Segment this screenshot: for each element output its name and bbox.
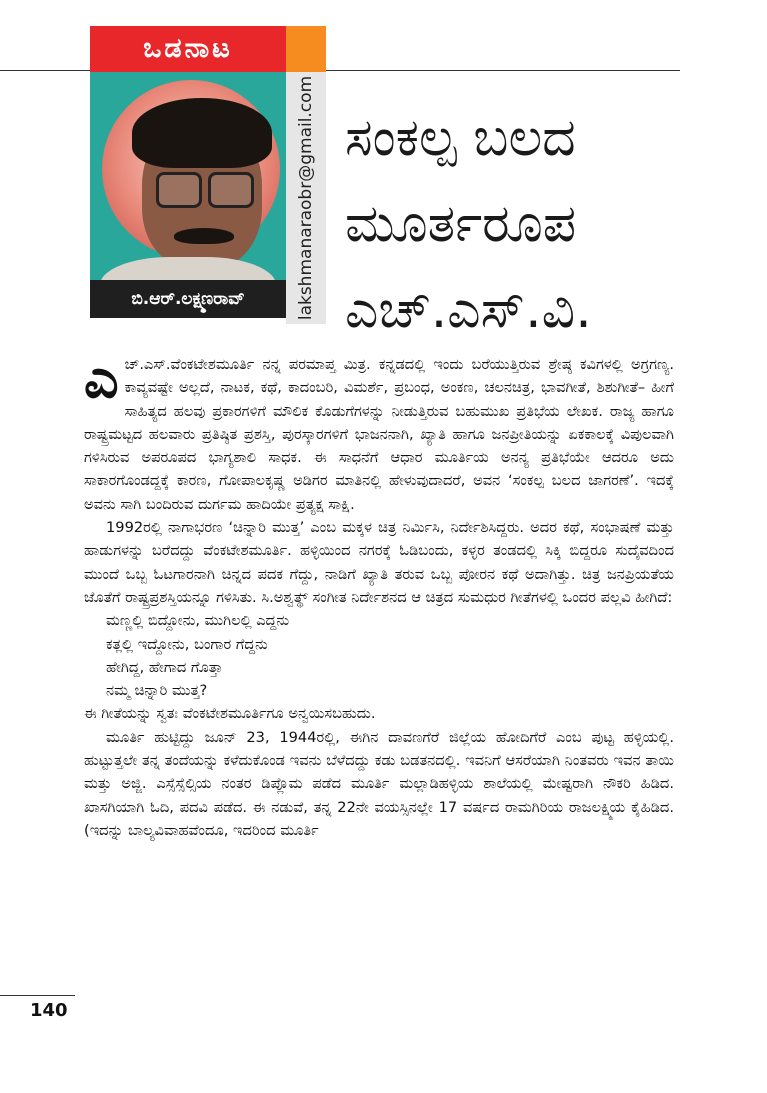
paragraph-3: ಈ ಗೀತೆಯನ್ನು ಸ್ವತಃ ವೆಂಕಟೇಶಮೂರ್ತಿಗೂ ಅನ್ವಯಿಸಬಹುದು. [84, 705, 376, 723]
portrait-hair [132, 98, 272, 168]
portrait-glasses-right [208, 172, 254, 208]
paragraph-2: 1992ರಲ್ಲಿ ನಾಗಾಭರಣ ‘ಚಿನ್ನಾರಿ ಮುತ್ತ’ ಎಂಬ ಮಕ್ಕಳ ಚಿತ್ರ ನಿರ್ಮಿಸಿ, ನಿರ್ದೇಶಿಸಿದ್ದರು. ಅದರ ಕಥೆ, ಸಂಭಾಷಣೆ ಮತ್ತು ಹಾಡುಗಳನ್ನು ಬರೆದದ್ದು ವೆಂಕಟೇಶಮೂರ್ತಿ. ಹಳ್ಳಿಯಿಂದ ನಗರಕ್ಕೆ ಓಡಿಬಂದು, ಕಳ್ಳರ ತಂಡದಲ್ಲಿ ಸಿಕ್ಕಿ ಬಿದ್ದರೂ ಸುದೈವದಿಂದ ಮುಂದೆ ಒಬ್ಬ ಓಟಗಾರನಾಗಿ ಚಿನ್ನದ ಪದಕ ಗೆದ್ದು, ನಾಡಿಗೆ ಖ್ಯಾತಿ ತರುವ ಒಬ್ಬ ಪೋರನ ಕಥೆ ಅದಾಗಿತ್ತು. ಚಿತ್ರ ಜನಪ್ರಿಯತೆಯ ಜೊತೆಗೆ ರಾಷ್ಟ್ರಪ್ರಶಸ್ತಿಯನ್ನೂ ಗಳಿಸಿತು. ಸಿ.ಅಶ್ವತ್ಥ್ ಸಂಗೀತ ನಿರ್ದೇಶನದ ಆ ಚಿತ್ರದ ಸುಮಧುರ ಗೀತೆಗಳಲ್ಲಿ ಒಂದರ ಪಲ್ಲವಿ ಹೀಗಿದೆ: [84, 519, 674, 606]
author-email: lakshmanaraobr@gmail.com [296, 75, 316, 321]
photo-backdrop [102, 80, 280, 258]
headline-line-2: ಮೂರ್ತರೂಪ [345, 194, 577, 254]
verse-line: ಹೇಗಿದ್ದ, ಹೇಗಾದ ಗೊತ್ತಾ [106, 658, 223, 676]
portrait-mustache [174, 228, 234, 244]
author-name: ಬಿ.ಆರ್.ಲಕ್ಷ್ಮಣರಾವ್ [90, 280, 286, 318]
verse-line: ನಮ್ಮ ಚಿನ್ನಾರಿ ಮುತ್ತ? [106, 682, 208, 700]
portrait-glasses-left [156, 172, 202, 208]
paragraph-4: ಮೂರ್ತಿ ಹುಟ್ಟಿದ್ದು ಜೂನ್ 23, 1944ರಲ್ಲಿ, ಈಗಿನ ದಾವಣಗೆರೆ ಜಿಲ್ಲೆಯ ಹೋದಿಗೆರೆ ಎಂಬ ಪುಟ್ಟ ಹಳ್ಳಿಯಲ್ಲಿ. ಹುಟ್ಟುತ್ತಲೇ ತನ್ನ ತಂದೆಯನ್ನು ಕಳೆದುಕೊಂಡ ಇವನು ಬೆಳೆದದ್ದು ಕಡು ಬಡತನದಲ್ಲಿ. ಇವನಿಗೆ ಆಸರೆಯಾಗಿ ನಿಂತವರು ಇವನ ತಾಯಿ ಮತ್ತು ಅಜ್ಜಿ. ಎಸ್ಸೆಸ್ಸೆಲ್ಸಿಯ ನಂತರ ಡಿಪ್ಲೊಮ ಪಡೆದ ಮೂರ್ತಿ ಮಲ್ಲಾಡಿಹಳ್ಳಿಯ ಶಾಲೆಯಲ್ಲಿ ಮೇಷ್ಟರಾಗಿ ನೌಕರಿ ಹಿಡಿದ. ಖಾಸಗಿಯಾಗಿ ಓದಿ, ಪದವಿ ಪಡೆದ. ಈ ನಡುವೆ, ತನ್ನ 22ನೇ ವಯಸ್ಸಿನಲ್ಲೇ 17 ವರ್ಷದ ರಾಮಗಿರಿಯ ರಾಜಲಕ್ಷ್ಮಿಯ ಕೈಹಿಡಿದ. (ಇದನ್ನು ಬಾಲ್ಯವಿವಾಹವೆಂದೂ, ಇದರಿಂದ ಮೂರ್ತಿ [84, 728, 674, 839]
footer-rule [0, 995, 75, 996]
article-body [84, 347, 674, 842]
headline-line-1: ಸಂಕಲ್ಪ ಬಲದ [345, 108, 576, 168]
verse-line: ಕತ್ಲಲ್ಲಿ ಇದ್ದೋನು, ಬಂಗಾರ ಗೆದ್ದನು [106, 635, 268, 653]
paragraph-1-text: ಚ್.ಎಸ್.ವೆಂಕಟೇಶಮೂರ್ತಿ ನನ್ನ ಪರಮಾಪ್ತ ಮಿತ್ರ. ಕನ್ನಡದಲ್ಲಿ ಇಂದು ಬರೆಯುತ್ತಿರುವ ಶ್ರೇಷ್ಠ ಕವಿಗಳಲ್ಲಿ ಅಗ್ರಗಣ್ಯ. ಕಾವ್ಯವಷ್ಟೇ ಅಲ್ಲದೆ, ನಾಟಕ, ಕಥೆ, ಕಾದಂಬರಿ, ವಿಮರ್ಶೆ, ಪ್ರಬಂಧ, ಅಂಕಣ, ಚಲನಚಿತ್ರ, ಭಾವಗೀತೆ, ಶಿಶುಗೀತೆ– ಹೀಗೆ ಸಾಹಿತ್ಯದ ಹಲವು ಪ್ರಕಾರಗಳಿಗೆ ಮೌಲಿಕ ಕೊಡುಗೆಗಳನ್ನು ನೀಡುತ್ತಿರುವ ಬಹುಮುಖ ಪ್ರತಿಭೆಯ ಲೇಖಕ. ರಾಜ್ಯ ಹಾಗೂ ರಾಷ್ಟ್ರಮಟ್ಟದ ಹಲವಾರು ಪ್ರತಿಷ್ಠಿತ ಪ್ರಶಸ್ತಿ, ಪುರಸ್ಕಾರಗಳಿಗೆ ಭಾಜನನಾಗಿ, ಖ್ಯಾತಿ ಹಾಗೂ ಜನಪ್ರೀತಿಯನ್ನು ಏಕಕಾಲಕ್ಕೆ ವಿಪುಲವಾಗಿ ಗಳಿಸಿರುವ ಅಪರೂಪದ ಭಾಗ್ಯಶಾಲಿ ಸಾಧಕ. ಈ ಸಾಧನೆಗೆ ಆಧಾರ ಮೂರ್ತಿಯ ಅನನ್ಯ ಪ್ರತಿಭೆಯೇ ಆದರೂ ಅದು ಸಾಕಾರಗೊಂಡದ್ದಕ್ಕೆ ಕಾರಣ, ಗೋಪಾಲಕೃಷ್ಣ ಅಡಿಗರ ಮಾತಿನಲ್ಲಿ ಹೇಳುವುದಾದರೆ, ಅವನ ‘ಸಂಕಲ್ಪ ಬಲದ ಜಾಗರಣೆ’. ಇದಕ್ಕೆ ಅವನು ಸಾಗಿ ಬಂದಿರುವ ದುರ್ಗಮ ಹಾದಿಯೇ ಪ್ರತ್ಯಕ್ಷ ಸಾಕ್ಷಿ. [84, 356, 674, 513]
accent-block [286, 26, 326, 72]
section-label: ಒಡನಾಟ [90, 26, 286, 72]
page-number: 140 [30, 1000, 68, 1021]
drop-cap: ಎ [84, 347, 119, 410]
headline-line-3: ಎಚ್.ಎಸ್.ವಿ. [345, 280, 592, 340]
verse-line: ಮಣ್ಣಲ್ಲಿ ಬಿದ್ದೋನು, ಮುಗಿಲಲ್ಲಿ ಎದ್ದನು [106, 612, 290, 630]
paragraph-1 [84, 347, 674, 516]
headline [345, 95, 675, 353]
